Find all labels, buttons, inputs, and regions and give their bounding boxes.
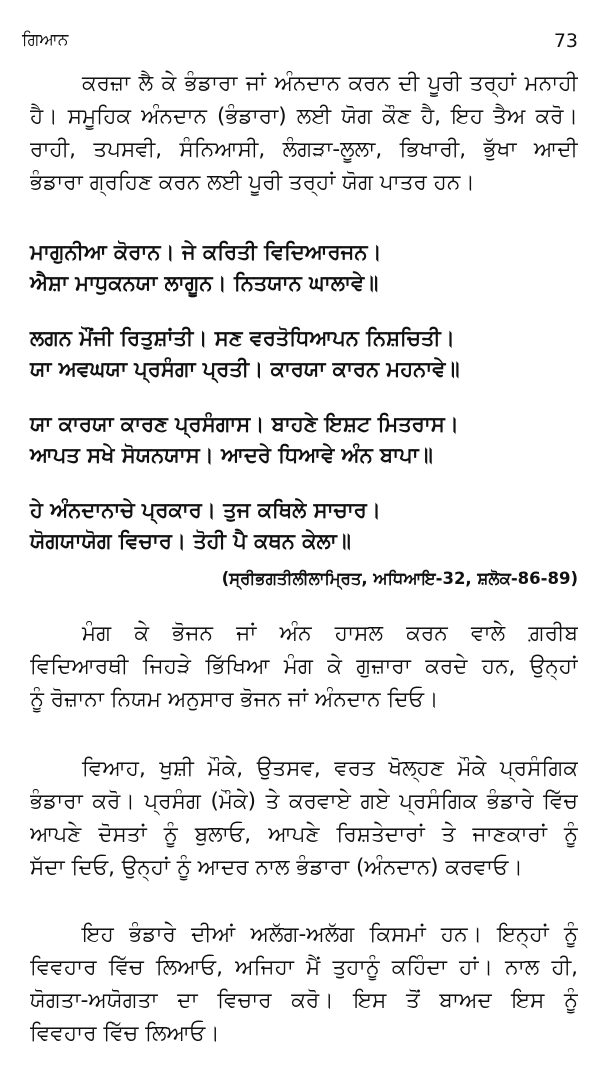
paragraph-2 <box>30 617 578 716</box>
running-head: ਗਿਆਨ <box>22 30 69 50</box>
verse-3 <box>30 409 578 471</box>
paragraph-1 <box>30 67 578 199</box>
verse-line: ਹੇ ਅੰਨਦਾਨਾਚੇ ਪ੍ਰਕਾਰ। ਤੁਜ ਕਥਿਲੇ ਸਾਚਾਰ। <box>30 498 381 522</box>
text-line: ਵਿਵਹਾਰ ਵਿੱਚ ਲਿਆਓ, ਅਜਿਹਾ ਮੈਂ ਤੁਹਾਨੂੰ ਕਹਿੰਦਾ ਹਾਂ। ਨਾਲ ਹੀ, <box>30 955 578 980</box>
verse-2 <box>30 323 578 385</box>
text-line: ਨੂੰ ਰੋਜ਼ਾਨਾ ਨਿਯਮ ਅਨੁਸਾਰ ਭੋਜਨ ਜਾਂ ਅੰਨਦਾਨ ਦਿਓ। <box>30 687 439 712</box>
text-line: ਵਿਆਹ, ਖੁਸ਼ੀ ਮੌਕੇ, ਉਤਸਵ, ਵਰਤ ਖੋਲ੍ਹਣ ਮੌਕੇ ਪ੍ਰਸੰਗਿਕ <box>82 756 578 781</box>
verse-line: ਯੋਗਯਾਯੋਗ ਵਿਚਾਰ। ਤੋਹੀ ਪੈ ਕਥਨ ਕੇਲਾ॥ <box>30 529 351 553</box>
verse-line: ਯਾ ਕਾਰਯਾ ਕਾਰਣ ਪ੍ਰਸੰਗਾਸ। ਬਾਹਣੇ ਇਸ਼ਟ ਮਿਤਰਾਸ। <box>30 412 459 436</box>
page-number: 73 <box>553 30 578 52</box>
verse-4 <box>30 495 578 557</box>
verse-line: ਲਗਨ ਮੌਂਜੀ ਰਿਤੁਸ਼ਾਂਤੀ। ਸਣ ਵਰਤੋਧਿਆਪਨ ਨਿਸ਼ਚਿਤੀ। <box>30 326 455 350</box>
text-line: ਕਰਜ਼ਾ ਲੈ ਕੇ ਭੰਡਾਰਾ ਜਾਂ ਅੰਨਦਾਨ ਕਰਨ ਦੀ ਪੂਰੀ ਤਰ੍ਹਾਂ ਮਨਾਹੀ <box>82 71 578 96</box>
verse-1 <box>30 237 578 299</box>
verse-line: ਐਸ਼ਾ ਮਾਧੁਕਨਯਾ ਲਾਗੂਨ। ਨਿਤਯਾਨ ਘਾਲਾਵੇ॥ <box>30 271 379 295</box>
paragraph-3 <box>30 752 578 884</box>
verse-line: ਯਾ ਅਵਘਯਾ ਪ੍ਰਸੰਗਾ ਪ੍ਰਤੀ। ਕਾਰਯਾ ਕਾਰਨ ਮਹਨਾਵੇ॥ <box>30 357 460 381</box>
text-line: ਯੋਗਤਾ-ਅਯੋਗਤਾ ਦਾ ਵਿਚਾਰ ਕਰੋ। ਇਸ ਤੋਂ ਬਾਅਦ ਇਸ ਨੂੰ <box>30 988 578 1013</box>
text-line: ਮੰਗ ਕੇ ਭੋਜਨ ਜਾਂ ਅੰਨ ਹਾਸਲ ਕਰਨ ਵਾਲੇ ਗ਼ਰੀਬ <box>82 621 578 646</box>
text-line: ਭੰਡਾਰਾ ਗ੍ਰਹਿਣ ਕਰਨ ਲਈ ਪੂਰੀ ਤਰ੍ਹਾਂ ਯੋਗ ਪਾਤਰ ਹਨ। <box>30 170 475 195</box>
text-line: ਵਿਵਹਾਰ ਵਿੱਚ ਲਿਆਓ। <box>30 1021 220 1046</box>
text-line: ਇਹ ਭੰਡਾਰੇ ਦੀਆਂ ਅਲੱਗ-ਅਲੱਗ ਕਿਸਮਾਂ ਹਨ। ਇਨ੍ਹਾਂ ਨੂੰ <box>82 922 578 947</box>
verse-line: ਮਾਗੁਨੀਆ ਕੋਰਾਨ। ਜੇ ਕਰਿਤੀ ਵਿਦਿਆਰਜਨ। <box>30 240 382 264</box>
text-line: ਵਿਦਿਆਰਥੀ ਜਿਹੜੇ ਭਿੱਖਿਆ ਮੰਗ ਕੇ ਗੁਜ਼ਾਰਾ ਕਰਦੇ ਹਨ, ਉਨ੍ਹਾਂ <box>30 654 578 679</box>
text-line: ਸੱਦਾ ਦਿਓ, ਉਨ੍ਹਾਂ ਨੂੰ ਆਦਰ ਨਾਲ ਭੰਡਾਰਾ (ਅੰਨਦਾਨ) ਕਰਵਾਓ। <box>30 855 523 880</box>
text-line: ਰਾਹੀ, ਤਪਸਵੀ, ਸੰਨਿਆਸੀ, ਲੰਗੜਾ-ਲੂਲਾ, ਭਿਖਾਰੀ, ਭੁੱਖਾ ਆਦੀ <box>30 137 578 162</box>
paragraph-4 <box>30 918 578 1050</box>
text-line: ਆਪਣੇ ਦੋਸਤਾਂ ਨੂੰ ਬੁਲਾਓ, ਆਪਣੇ ਰਿਸ਼ਤੇਦਾਰਾਂ ਤੇ ਜਾਣਕਾਰਾਂ ਨੂੰ <box>30 822 578 847</box>
text-line: ਹੈ। ਸਮੂਹਿਕ ਅੰਨਦਾਨ (ਭੰਡਾਰਾ) ਲਈ ਯੋਗ ਕੌਣ ਹੈ, ਇਹ ਤੈਅ ਕਰੋ। <box>30 104 578 129</box>
text-line: ਭੰਡਾਰਾ ਕਰੋ। ਪ੍ਰਸੰਗ (ਮੌਕੇ) ਤੇ ਕਰਵਾਏ ਗਏ ਪ੍ਰਸੰਗਿਕ ਭੰਡਾਰੇ ਵਿੱਚ <box>30 789 578 814</box>
verse-line: ਆਪਤ ਸਖੇ ਸੋਯਨਯਾਸ। ਆਦਰੇ ਧਿਆਵੇ ਅੰਨ ਬਾਪਾ॥ <box>30 443 433 467</box>
page-header <box>22 30 578 60</box>
verse-citation: (ਸ੍ਰੀਭਗਤੀਲੀਲਾਮ੍ਰਿਤ, ਅਧਿਆਇ-32, ਸ਼ਲੋਕ-86-89) <box>221 569 578 588</box>
